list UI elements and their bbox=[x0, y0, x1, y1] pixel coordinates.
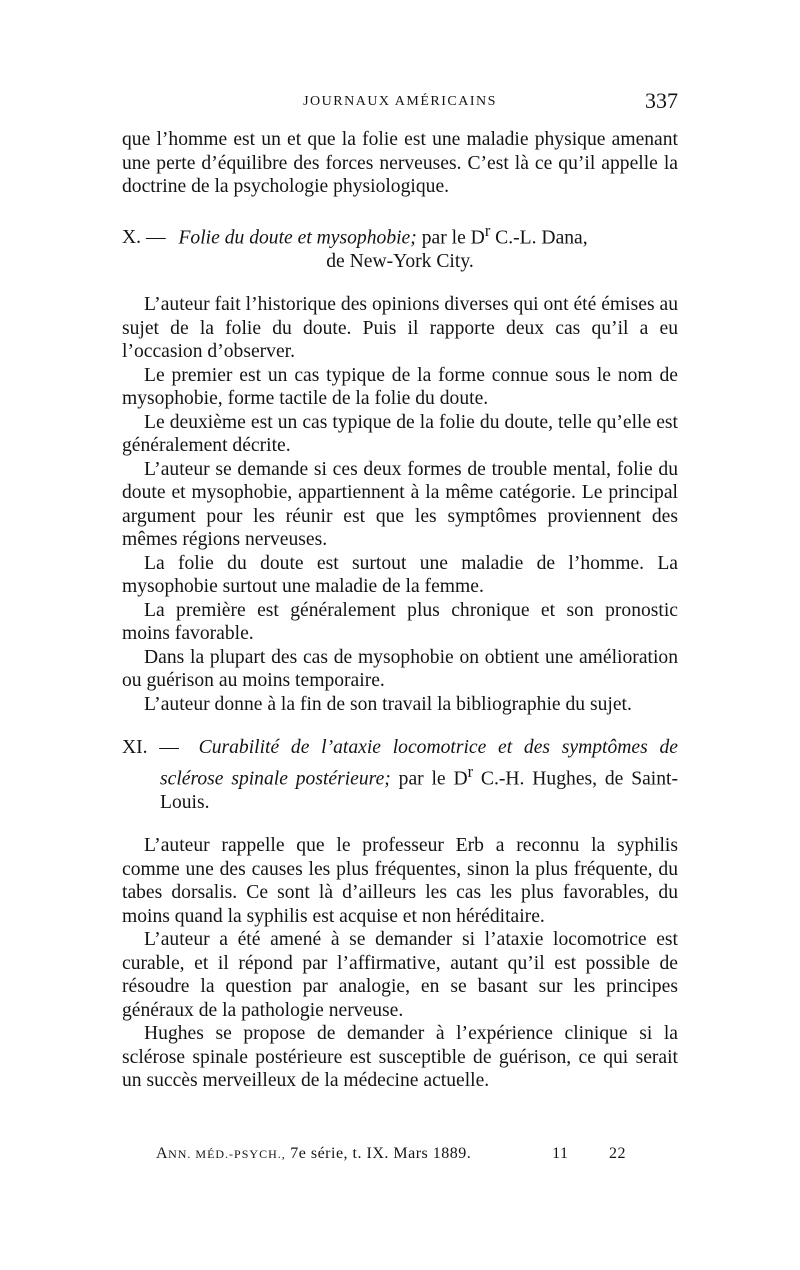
journal-citation bbox=[156, 1145, 471, 1163]
page-number: 337 bbox=[645, 88, 678, 113]
paragraph: Hughes se propose de demander à l’expérience clinique si la sclérose spinale postérieure est susceptible de guérison, ce qui serait un succès merveilleux de la médecine actuelle. bbox=[122, 1023, 678, 1092]
dr-superscript: r bbox=[467, 761, 474, 781]
section-number: XI. — bbox=[122, 737, 179, 759]
series-info: 7e série, t. IX. Mars 1889. bbox=[290, 1145, 472, 1162]
signature-number: 22 bbox=[609, 1145, 626, 1162]
body-text bbox=[122, 128, 678, 1093]
paragraph-continuation: que l’homme est un et que la folie est une maladie physique amenant une perte d’équilibre des forces nerveuses. C’est là ce qu’il appelle la doctrine de la psychologie physiologique. bbox=[122, 129, 678, 197]
paragraph: L’auteur donne à la fin de son travail la bibliographie du sujet. bbox=[144, 693, 632, 715]
section-place: de New-York City. bbox=[326, 250, 474, 272]
section-author: C.-H. Hughes, de Saint-Louis. bbox=[160, 768, 679, 813]
paragraph: L’auteur fait l’historique des opinions diverses qui ont été émises au sujet de la folie du doute. Puis il rapporte deux cas qu’il a eu l’occasion d’observer. bbox=[122, 294, 678, 363]
paragraph: L’auteur rappelle que le professeur Erb a reconnu la syphilis comme une des causes les plus fréquentes, sinon la plus fréquente, du tabes dorsalis. Ce sont là d’ailleurs les cas les plus favorables, du moins quand la syphilis est acquise et non héréditaire. bbox=[122, 835, 678, 927]
page-footer bbox=[156, 1145, 626, 1163]
paragraph: Le deuxième est un cas typique de la folie du doute, telle qu’elle est généralement décrite. bbox=[122, 411, 678, 457]
section-byline: par le D bbox=[398, 768, 468, 790]
dr-superscript: r bbox=[484, 220, 491, 240]
paragraph: Le premier est un cas typique de la forme connue sous le nom de mysophobie, forme tactile de la folie du doute. bbox=[122, 364, 678, 410]
running-title: JOURNAUX AMÉRICAINS bbox=[303, 94, 497, 109]
section-title: Folie du doute et mysophobie; bbox=[178, 227, 417, 249]
section-title: Curabilité de l’ataxie locomotrice et des symptômes de sclérose spinale postérieure; bbox=[160, 737, 678, 790]
journal-cap: A bbox=[156, 1145, 169, 1162]
running-head bbox=[122, 88, 678, 118]
footer-numbers bbox=[516, 1145, 626, 1163]
paragraph: L’auteur se demande si ces deux formes de trouble mental, folie du doute et mysophobie, appartiennent à la même catégorie. Le principal argument pour les réunir est que les symptômes proviennent des mêmes régions nerveuses. bbox=[122, 458, 678, 551]
sheet-number: 11 bbox=[552, 1145, 569, 1162]
section-author: C.-L. Dana, bbox=[495, 227, 588, 249]
journal-abbrev: NN. MÉD.-PSYCH., bbox=[168, 1147, 286, 1161]
section-heading-xi bbox=[122, 736, 678, 814]
paragraph: L’auteur a été amené à se demander si l’ataxie locomotrice est curable, et il répond par l’affirmative, autant qu’il est possible de résoudre la question par analogie, en se basant sur les principes généraux de la pathologie nerveuse. bbox=[122, 929, 678, 1021]
paragraph: La première est généralement plus chronique et son pronostic moins favorable. bbox=[122, 599, 678, 645]
section-heading-x bbox=[122, 219, 678, 250]
section-byline: par le D bbox=[421, 227, 485, 249]
paragraph: Dans la plupart des cas de mysophobie on obtient une amélioration ou guérison au moins temporaire. bbox=[122, 646, 678, 692]
paragraph: La folie du doute est surtout une maladie de l’homme. La mysophobie surtout une maladie de la femme. bbox=[122, 552, 678, 598]
section-number: X. — bbox=[122, 227, 166, 249]
